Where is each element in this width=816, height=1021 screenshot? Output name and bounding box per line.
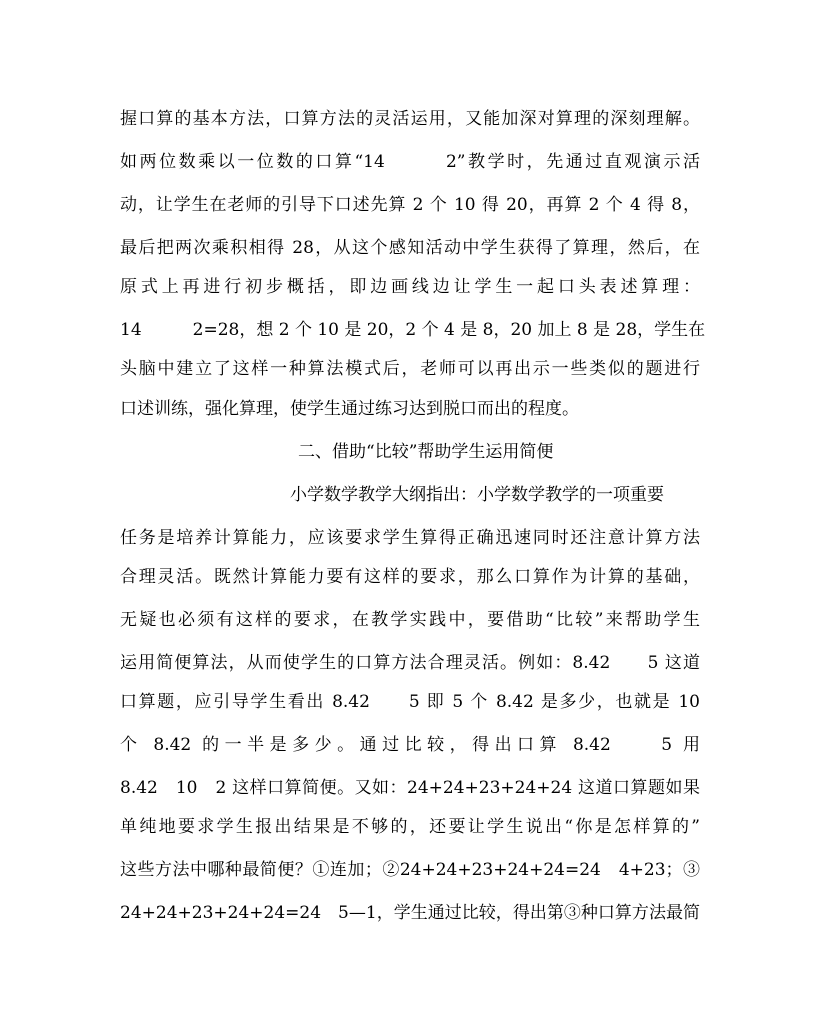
paragraph-line: 如两位数乘以一位数的口算“14 2”教学时，先通过直观演示活	[120, 152, 700, 172]
paragraph-line: 8.42 10 2 这样口算简便。又如：24+24+23+24+24 这道口算题如果	[120, 778, 700, 798]
paragraph-line: 24+24+23+24+24=24 5—1，学生通过比较，得出第③种口算方法最简	[120, 903, 700, 923]
paragraph-line: 原式上再进行初步概括，即边画线边让学生一起口头表述算理：	[120, 277, 700, 297]
paragraph-line: 口述训练，强化算理，使学生通过练习达到脱口而出的程度。	[120, 399, 579, 419]
paragraph-line: 无疑也必须有这样的要求，在教学实践中，要借助“比较”来帮助学生	[120, 610, 700, 630]
paragraph-line: 这些方法中哪种最简便？①连加；②24+24+23+24+24=24 4+23；③	[120, 860, 700, 880]
paragraph-line: 最后把两次乘积相得 28，从这个感知活动中学生获得了算理，然后，在	[120, 238, 700, 258]
paragraph-line: 14 2=28，想 2 个 10 是 20，2 个 4 是 8，20 加上 8 是 28，学生在	[120, 320, 706, 340]
paragraph-line: 头脑中建立了这样一种算法模式后，老师可以再出示一些类似的题进行	[120, 359, 700, 379]
paragraph-line: 任务是培养计算能力，应该要求学生算得正确迅速同时还注意计算方法	[120, 528, 700, 548]
paragraph-line: 运用简便算法，从而使学生的口算方法合理灵活。例如：8.42 5 这道	[120, 653, 700, 673]
paragraph-line: 合理灵活。既然计算能力要有这样的要求，那么口算作为计算的基础，	[120, 567, 700, 587]
section-heading: 二、借助“比较”帮助学生运用简便	[298, 442, 554, 462]
paragraph-line: 动，让学生在老师的引导下口述先算 2 个 10 得 20，再算 2 个 4 得 8，	[120, 195, 700, 215]
paragraph-line: 单纯地要求学生报出结果是不够的，还要让学生说出“你是怎样算的”	[120, 817, 700, 837]
paragraph-line: 口算题，应引导学生看出 8.42 5 即 5 个 8.42 是多少，也就是 10	[120, 692, 700, 712]
paragraph-first-line: 小学数学教学大纲指出：小学数学教学的一项重要	[290, 485, 664, 505]
paragraph-line: 握口算的基本方法，口算方法的灵活运用，又能加深对算理的深刻理解。	[120, 109, 700, 129]
paragraph-line: 个 8.42 的一半是多少。通过比较，得出口算 8.42 5 用	[120, 735, 700, 755]
